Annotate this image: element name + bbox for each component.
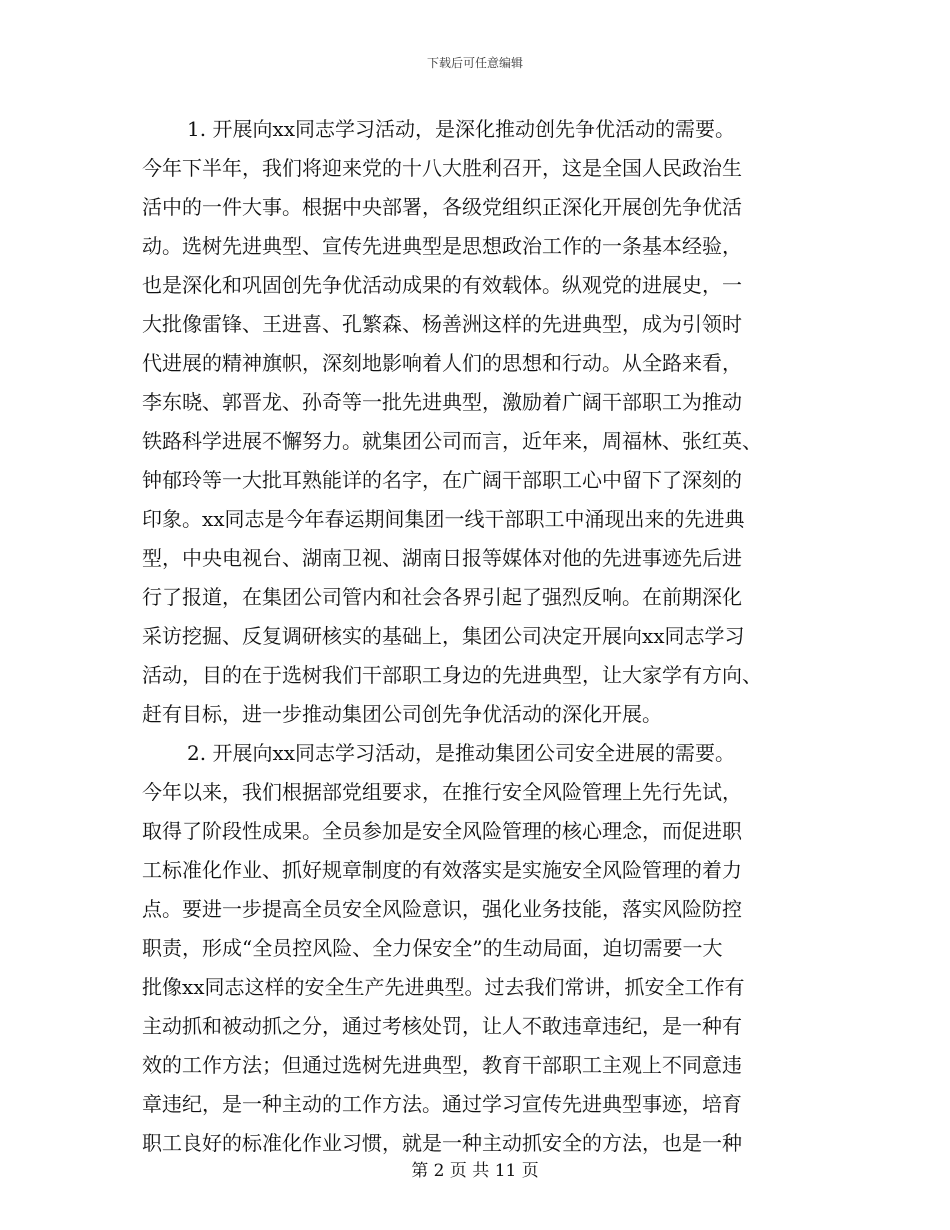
paragraph-line: 取得了阶段性成果。全员参加是安全风险管理的核心理念，而促进职 (142, 819, 742, 843)
paragraph-line: 主动抓和被动抓之分，通过考核处罚，让人不敢违章违纪，是一种有 (142, 1014, 742, 1038)
paragraph-2 (142, 734, 810, 1163)
paragraph-line: 批像xx同志这样的安全生产先进典型。过去我们常讲，抓安全工作有 (142, 975, 745, 999)
paragraph-line: 1. 开展向xx同志学习活动，是深化推动创先争优活动的需要。 (187, 117, 735, 141)
paragraph-line: 赶有目标，进一步推动集团公司创先争优活动的深化开展。 (142, 702, 662, 726)
page-header: 下载后可任意编辑 (426, 56, 523, 70)
paragraph-line: 活中的一件大事。根据中央部署，各级党组织正深化开展创先争优活 (142, 195, 742, 219)
paragraph-line: 动。选树先进典型、宣传先进典型是思想政治工作的一条基本经验， (142, 234, 742, 258)
paragraph-line: 今年下半年，我们将迎来党的十八大胜利召开，这是全国人民政治生 (142, 156, 742, 180)
paragraph-line: 印象。xx同志是今年春运期间集团一线干部职工中涌现出来的先进典 (142, 507, 745, 531)
paragraph-line: 点。要进一步提高全员安全风险意识，强化业务技能，落实风险防控 (142, 897, 742, 921)
paragraph-line: 也是深化和巩固创先争优活动成果的有效载体。纵观党的进展史，一 (142, 273, 742, 297)
paragraph-line: 李东晓、郭晋龙、孙奇等一批先进典型，激励着广阔干部职工为推动 (142, 390, 742, 414)
paragraph-line: 效的工作方法；但通过选树先进典型，教育干部职工主观上不同意违 (142, 1053, 742, 1077)
paragraph-line: 钟郁玲等一大批耳熟能详的名字，在广阔干部职工心中留下了深刻的 (142, 468, 742, 492)
paragraph-line: 职责，形成“全员控风险、全力保安全”的生动局面，迫切需要一大 (142, 936, 723, 960)
paragraph-line: 工标准化作业、抓好规章制度的有效落实是实施安全风险管理的着力 (142, 858, 742, 882)
paragraph-line: 活动，目的在于选树我们干部职工身边的先进典型，让大家学有方向、 (142, 663, 762, 687)
paragraph-line: 2. 开展向xx同志学习活动，是推动集团公司安全进展的需要。 (187, 741, 735, 765)
paragraph-line: 型，中央电视台、湖南卫视、湖南日报等媒体对他的先进事迹先后进 (142, 546, 742, 570)
paragraph-line: 代进展的精神旗帜，深刻地影响着人们的思想和行动。从全路来看， (142, 351, 742, 375)
paragraph-line: 章违纪，是一种主动的工作方法。通过学习宣传先进典型事迹，培育 (142, 1092, 742, 1116)
paragraph-line: 铁路科学进展不懈努力。就集团公司而言，近年来，周福林、张红英、 (142, 429, 762, 453)
page-footer: 第 2 页 共 11 页 (411, 1161, 539, 1181)
paragraph-1 (142, 110, 810, 734)
paragraph-line: 今年以来，我们根据部党组要求，在推行安全风险管理上先行先试， (142, 780, 742, 804)
document-body (142, 110, 810, 1163)
paragraph-line: 大批像雷锋、王进喜、孔繁森、杨善洲这样的先进典型，成为引领时 (142, 312, 742, 336)
paragraph-line: 职工良好的标准化作业习惯，就是一种主动抓安全的方法，也是一种 (142, 1131, 742, 1155)
paragraph-line: 行了报道，在集团公司管内和社会各界引起了强烈反响。在前期深化 (142, 585, 742, 609)
paragraph-line: 采访挖掘、反复调研核实的基础上，集团公司决定开展向xx同志学习 (142, 624, 745, 648)
